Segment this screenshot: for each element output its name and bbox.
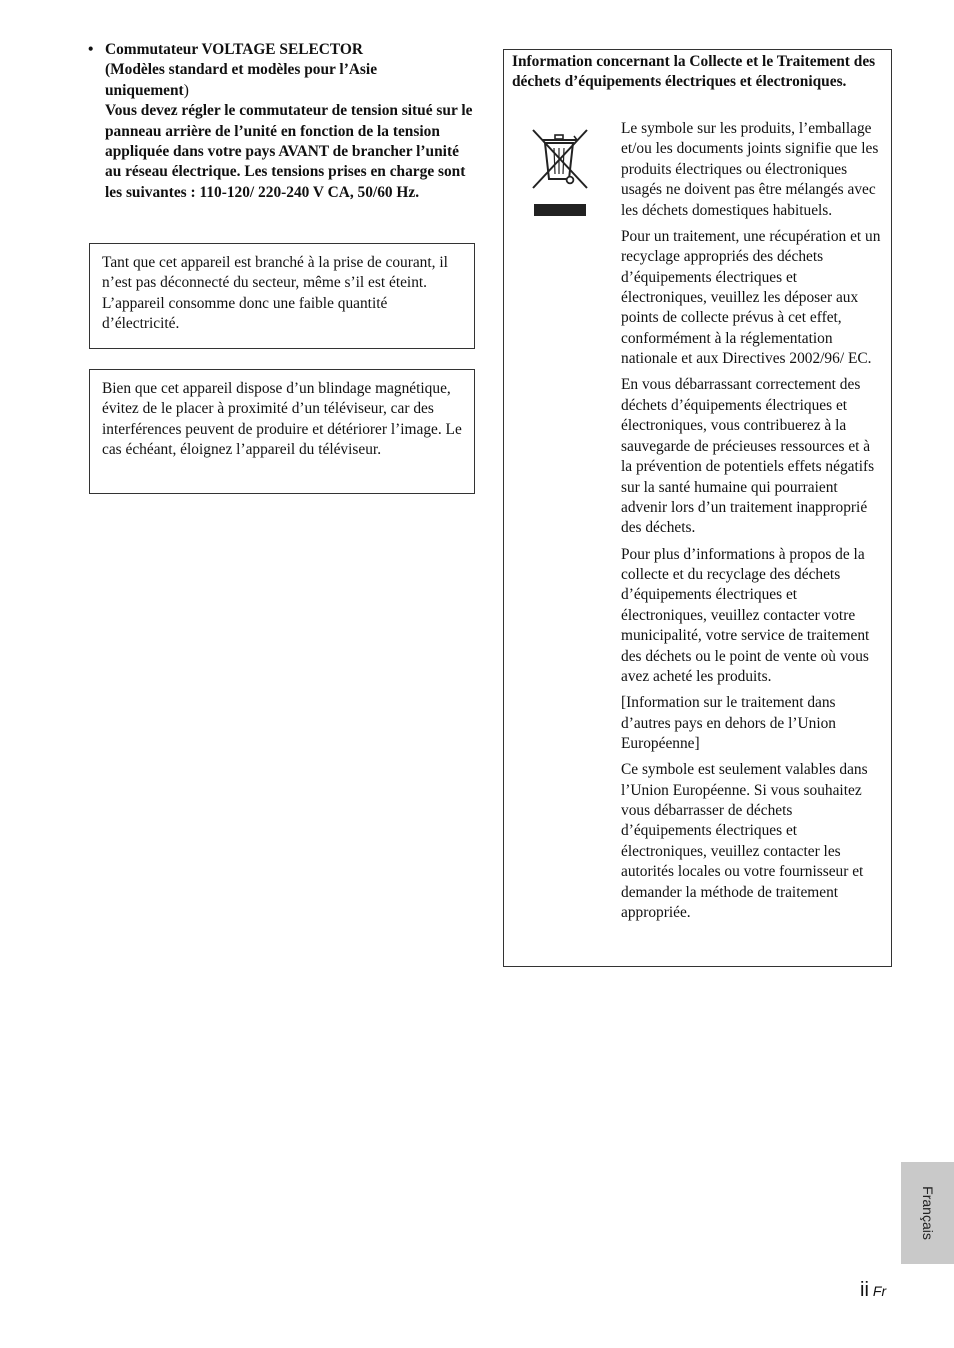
bullet-marker: • [88,41,94,58]
voltage-heading-close: ) [183,81,189,99]
crossed-out-wheelie-bin-icon [528,124,592,218]
magnetic-shielding-note [89,369,475,494]
weee-paragraph: Le symbole sur les produits, l’emballage et/ou les documents joints signifie que les produits électriques ou électroniques usagés ne doivent pas être mélangés avec les déchets domestiques habituels. [621,120,879,219]
language-tab [901,1162,954,1264]
weee-text [621,119,885,929]
weee-paragraph: Pour plus d’informations à propos de la collecte et du recyclage des déchets d’équipements électriques et électroniques, veuillez contacter votre municipalité, votre service de traitement des déchets ou le point de vente où vous avez acheté les produits. [621,545,870,685]
weee-paragraph: [Information sur le traitement dans d’autres pays en dehors de l’Union Européenne] [621,694,836,752]
standby-power-note-text: Tant que cet appareil est branché à la prise de courant, il n’est pas déconnecté du secteur, même s’il est éteint. L’appareil consomme donc une faible quantité d’électricité. [102,254,448,333]
page-number [860,1279,886,1302]
standby-power-note [89,243,475,349]
language-tab-label: Français [919,1186,936,1240]
weee-paragraph: Ce symbole est seulement valables dans l’Union Européenne. Si vous souhaitez vous débarrasser de déchets d’équipements électriques et électroniques, veuillez contacter les autorités locales ou votre fournisseur et demander la méthode de traitement appropriée. [621,761,868,922]
weee-title-text: Information concernant la Collecte et le Traitement des déchets d’équipements électriques et électroniques. [512,53,876,91]
voltage-body: Vous devez régler le commutateur de tension situé sur le panneau arrière de l’unité en fonction de la tension appliquée dans votre pays AVANT de brancher l’unité au réseau électrique. Les tensions prises en charge sont les suivantes : 110-120/ 220-240 V CA, 50/60 Hz. [105,102,473,201]
voltage-heading-line2: (Modèles standard et modèles pour l’Asie [105,61,378,79]
weee-info-box [503,49,892,967]
weee-paragraph: En vous débarrassant correctement des déchets d’équipements électriques et électroniques, vous contribuerez à la sauvegarde de précieuses ressources et à la prévention de potentiels effets négatifs sur la santé humaine qui pourraient advenir lors d’un traitement inapproprié des déchets. [621,376,875,537]
page-language-code: Fr [872,1283,887,1299]
weee-title [512,50,886,93]
weee-paragraph: Pour un traitement, une récupération et un recyclage appropriés des déchets d’équipements électriques et électroniques, veuillez les déposer aux points de collecte prévus à cet effet, conformément à la réglementation nationale et aux Directives 2002/96/ EC. [621,227,881,368]
voltage-heading-line3: uniquement [105,81,184,99]
page-number-value: ii [860,1279,869,1301]
voltage-heading-line1: Commutateur VOLTAGE SELECTOR [105,41,363,58]
magnetic-shielding-note-text: Bien que cet appareil dispose d’un blindage magnétique, évitez de le placer à proximité d’un téléviseur, car des interférences peuvent de produire et détériorer l’image. Le cas échéant, éloignez l’appareil du téléviseur. [102,380,462,459]
voltage-heading [105,40,478,101]
voltage-selector-section [88,40,478,203]
